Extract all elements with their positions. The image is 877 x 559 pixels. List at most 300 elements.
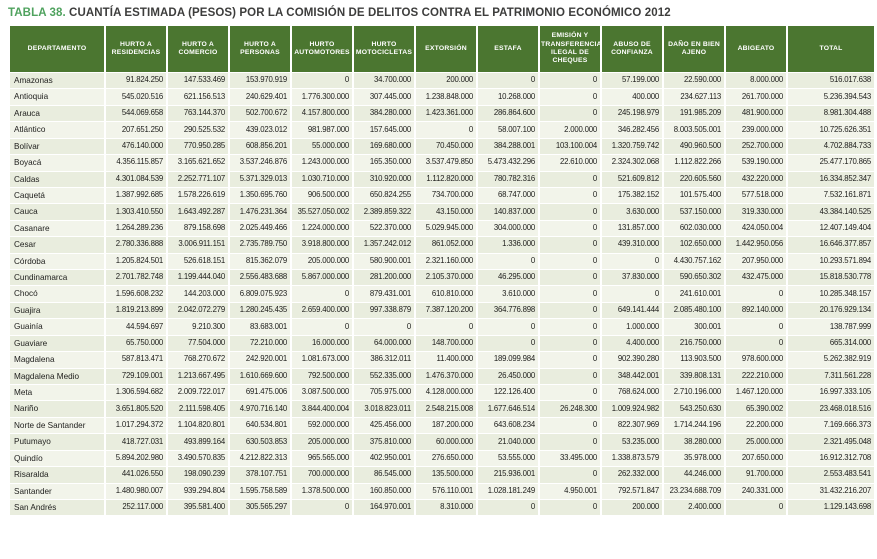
value-cell: 339.808.131 [664,369,724,384]
value-cell: 2.710.196.000 [664,385,724,400]
total-cell: 10.285.348.157 [788,286,874,301]
total-cell: 25.477.170.865 [788,155,874,170]
value-cell: 608.856.201 [230,139,290,154]
value-cell: 91.700.000 [726,467,786,482]
value-cell: 539.190.000 [726,155,786,170]
value-cell: 0 [540,418,600,433]
value-cell: 261.700.000 [726,89,786,104]
value-cell: 35.527.050.002 [292,204,352,219]
value-cell: 4.430.757.162 [664,254,724,269]
value-cell: 0 [540,270,600,285]
value-cell: 1.476.231.364 [230,204,290,219]
value-cell: 205.000.000 [292,434,352,449]
value-cell: 906.500.000 [292,188,352,203]
value-cell: 892.140.000 [726,303,786,318]
value-cell: 165.350.000 [354,155,414,170]
value-cell: 780.782.316 [478,172,538,187]
value-cell: 543.250.630 [664,401,724,416]
value-cell: 4.356.115.857 [106,155,166,170]
value-cell: 4.400.000 [602,336,662,351]
value-cell: 122.126.400 [478,385,538,400]
value-cell: 102.650.000 [664,237,724,252]
value-cell: 1.112.820.000 [416,172,476,187]
value-cell: 240.331.000 [726,484,786,499]
value-cell: 3.610.000 [478,286,538,301]
table-body [10,73,874,515]
value-cell: 0 [478,500,538,515]
value-cell: 0 [602,286,662,301]
value-cell: 1.238.848.000 [416,89,476,104]
value-cell: 552.335.000 [354,369,414,384]
total-cell: 10.293.571.894 [788,254,874,269]
value-cell: 216.750.000 [664,336,724,351]
value-cell: 770.950.285 [168,139,228,154]
value-cell: 2.252.771.107 [168,172,228,187]
table-number-label: TABLA 38. [8,7,66,19]
value-cell: 148.700.000 [416,336,476,351]
department-cell: Caldas [10,172,104,187]
value-cell: 290.525.532 [168,122,228,137]
value-cell: 705.975.000 [354,385,414,400]
value-cell: 113.903.500 [664,352,724,367]
table-row [10,434,874,449]
value-cell: 307.445.000 [354,89,414,104]
value-cell: 0 [726,336,786,351]
value-cell: 207.650.000 [726,451,786,466]
value-cell: 939.294.804 [168,484,228,499]
value-cell: 1.030.710.000 [292,172,352,187]
value-cell: 0 [540,352,600,367]
value-cell: 53.235.000 [602,434,662,449]
column-header-estafa: ESTAFA [478,26,538,72]
value-cell: 643.608.234 [478,418,538,433]
table-row [10,369,874,384]
value-cell: 1.378.500.000 [292,484,352,499]
value-cell: 587.813.471 [106,352,166,367]
value-cell: 700.000.000 [292,467,352,482]
value-cell: 2.000.000 [540,122,600,137]
value-cell: 3.537.246.876 [230,155,290,170]
value-cell: 768.624.000 [602,385,662,400]
value-cell: 879.431.001 [354,286,414,301]
value-cell: 3.918.800.000 [292,237,352,252]
value-cell: 0 [540,286,600,301]
table-row [10,467,874,482]
value-cell: 3.844.400.004 [292,401,352,416]
value-cell: 189.099.984 [478,352,538,367]
total-cell: 8.981.304.488 [788,106,874,121]
value-cell: 537.150.000 [664,204,724,219]
value-cell: 1.017.294.372 [106,418,166,433]
value-cell: 44.246.000 [664,467,724,482]
table-row [10,237,874,252]
value-cell: 305.565.297 [230,500,290,515]
column-header-hurto-automotores: HURTO AUTOMOTORES [292,26,352,72]
value-cell: 2.321.160.000 [416,254,476,269]
value-cell: 4.128.000.000 [416,385,476,400]
table-row [10,303,874,318]
value-cell: 9.210.300 [168,319,228,334]
table-row [10,319,874,334]
table-row [10,73,874,88]
value-cell: 1.442.950.056 [726,237,786,252]
value-cell: 378.107.751 [230,467,290,482]
value-cell: 439.310.000 [602,237,662,252]
value-cell: 1.819.213.899 [106,303,166,318]
department-cell: Cundinamarca [10,270,104,285]
value-cell: 68.747.000 [478,188,538,203]
total-cell: 43.384.140.525 [788,204,874,219]
value-cell: 281.200.000 [354,270,414,285]
value-cell: 522.370.000 [354,221,414,236]
value-cell: 630.503.853 [230,434,290,449]
value-cell: 902.390.280 [602,352,662,367]
department-cell: Norte de Santander [10,418,104,433]
column-header-hurto-motocicletas: HURTO MOTOCICLETAS [354,26,414,72]
value-cell: 490.960.500 [664,139,724,154]
value-cell: 822.307.969 [602,418,662,433]
value-cell: 1.596.608.232 [106,286,166,301]
value-cell: 0 [354,319,414,334]
column-header-dano-bien-ajeno: DAÑO EN BIEN AJENO [664,26,724,72]
value-cell: 319.330.000 [726,204,786,219]
value-cell: 424.050.004 [726,221,786,236]
value-cell: 83.683.001 [230,319,290,334]
value-cell: 978.600.000 [726,352,786,367]
value-cell: 286.864.600 [478,106,538,121]
total-cell: 7.169.666.373 [788,418,874,433]
value-cell: 432.475.000 [726,270,786,285]
value-cell: 602.030.000 [664,221,724,236]
value-cell: 8.310.000 [416,500,476,515]
department-cell: Magdalena [10,352,104,367]
value-cell: 55.000.000 [292,139,352,154]
value-cell: 0 [292,500,352,515]
value-cell: 65.750.000 [106,336,166,351]
value-cell: 3.087.500.000 [292,385,352,400]
value-cell: 792.500.000 [292,369,352,384]
value-cell: 101.575.400 [664,188,724,203]
table-title-text: CUANTÍA ESTIMADA (PESOS) POR LA COMISIÓN DE DELITOS CONTRA EL PATRIMONIO ECONÓMICO 2012 [65,7,671,19]
total-cell: 138.787.999 [788,319,874,334]
value-cell: 1.306.594.682 [106,385,166,400]
value-cell: 252.117.000 [106,500,166,515]
value-cell: 43.150.000 [416,204,476,219]
table-row [10,221,874,236]
table-row [10,401,874,416]
value-cell: 4.950.001 [540,484,600,499]
value-cell: 33.495.000 [540,451,600,466]
value-cell: 0 [540,106,600,121]
value-cell: 91.824.250 [106,73,166,88]
value-cell: 0 [540,467,600,482]
value-cell: 610.810.000 [416,286,476,301]
value-cell: 10.268.000 [478,89,538,104]
value-cell: 2.009.722.017 [168,385,228,400]
value-cell: 2.701.782.748 [106,270,166,285]
value-cell: 25.000.000 [726,434,786,449]
department-cell: Bolívar [10,139,104,154]
department-cell: Putumayo [10,434,104,449]
table-row [10,155,874,170]
value-cell: 0 [478,73,538,88]
value-cell: 140.837.000 [478,204,538,219]
value-cell: 26.450.000 [478,369,538,384]
department-cell: Nariño [10,401,104,416]
value-cell: 1.028.181.249 [478,484,538,499]
table-row [10,451,874,466]
value-cell: 0 [540,434,600,449]
value-cell: 276.650.000 [416,451,476,466]
value-cell: 2.400.000 [664,500,724,515]
value-cell: 521.609.812 [602,172,662,187]
value-cell: 2.780.336.888 [106,237,166,252]
value-cell: 0 [416,319,476,334]
value-cell: 300.001 [664,319,724,334]
value-cell: 58.007.100 [478,122,538,137]
value-cell: 5.473.432.296 [478,155,538,170]
department-cell: Guainía [10,319,104,334]
value-cell: 879.158.698 [168,221,228,236]
value-cell: 590.650.302 [664,270,724,285]
value-cell: 0 [540,89,600,104]
value-cell: 205.000.000 [292,254,352,269]
department-cell: Casanare [10,221,104,236]
value-cell: 346.282.456 [602,122,662,137]
value-cell: 1.714.244.196 [664,418,724,433]
value-cell: 364.776.898 [478,303,538,318]
value-cell: 3.651.805.520 [106,401,166,416]
value-cell: 384.288.001 [478,139,538,154]
value-cell: 16.000.000 [292,336,352,351]
department-cell: Caquetá [10,188,104,203]
value-cell: 160.850.000 [354,484,414,499]
total-cell: 16.997.333.105 [788,385,874,400]
value-cell: 0 [540,385,600,400]
value-cell: 37.830.000 [602,270,662,285]
department-cell: Quindío [10,451,104,466]
data-table [8,25,876,516]
value-cell: 70.450.000 [416,139,476,154]
value-cell: 157.645.000 [354,122,414,137]
value-cell: 2.556.483.688 [230,270,290,285]
value-cell: 22.610.000 [540,155,600,170]
value-cell: 242.920.001 [230,352,290,367]
value-cell: 348.442.001 [602,369,662,384]
header-row [10,26,874,72]
total-cell: 7.311.561.228 [788,369,874,384]
value-cell: 1.610.669.600 [230,369,290,384]
total-cell: 516.017.638 [788,73,874,88]
value-cell: 0 [540,237,600,252]
value-cell: 481.900.000 [726,106,786,121]
value-cell: 1.224.000.000 [292,221,352,236]
value-cell: 0 [540,500,600,515]
value-cell: 0 [540,319,600,334]
value-cell: 1.467.120.000 [726,385,786,400]
table-header [10,26,874,72]
value-cell: 0 [540,73,600,88]
value-cell: 3.006.911.151 [168,237,228,252]
value-cell: 2.085.480.100 [664,303,724,318]
total-cell: 31.432.216.207 [788,484,874,499]
value-cell: 526.618.151 [168,254,228,269]
value-cell: 0 [540,221,600,236]
value-cell: 11.400.000 [416,352,476,367]
table-row [10,270,874,285]
total-cell: 12.407.149.404 [788,221,874,236]
value-cell: 26.248.300 [540,401,600,416]
total-cell: 5.236.394.543 [788,89,874,104]
value-cell: 53.555.000 [478,451,538,466]
value-cell: 35.978.000 [664,451,724,466]
value-cell: 187.200.000 [416,418,476,433]
value-cell: 815.362.079 [230,254,290,269]
value-cell: 2.105.370.000 [416,270,476,285]
value-cell: 0 [726,319,786,334]
column-header-hurto-comercio: HURTO A COMERCIO [168,26,228,72]
value-cell: 0 [540,254,600,269]
table-row [10,385,874,400]
value-cell: 3.630.000 [602,204,662,219]
value-cell: 768.270.672 [168,352,228,367]
value-cell: 3.018.823.011 [354,401,414,416]
value-cell: 1.112.822.266 [664,155,724,170]
department-cell: Santander [10,484,104,499]
total-cell: 10.725.626.351 [788,122,874,137]
value-cell: 1.303.410.550 [106,204,166,219]
value-cell: 395.581.400 [168,500,228,515]
value-cell: 5.029.945.000 [416,221,476,236]
table-row [10,139,874,154]
value-cell: 432.220.000 [726,172,786,187]
value-cell: 22.590.000 [664,73,724,88]
value-cell: 0 [478,336,538,351]
value-cell: 1.320.759.742 [602,139,662,154]
value-cell: 5.867.000.000 [292,270,352,285]
total-cell: 16.646.377.857 [788,237,874,252]
value-cell: 544.069.658 [106,106,166,121]
value-cell: 621.156.513 [168,89,228,104]
value-cell: 57.199.000 [602,73,662,88]
value-cell: 1.000.000 [602,319,662,334]
value-cell: 1.350.695.760 [230,188,290,203]
table-row [10,254,874,269]
department-cell: Atlántico [10,122,104,137]
column-header-total: TOTAL [788,26,874,72]
department-cell: Amazonas [10,73,104,88]
value-cell: 153.970.919 [230,73,290,88]
value-cell: 65.390.002 [726,401,786,416]
value-cell: 425.456.000 [354,418,414,433]
total-cell: 16.912.312.708 [788,451,874,466]
value-cell: 580.900.001 [354,254,414,269]
value-cell: 0 [726,500,786,515]
value-cell: 1.595.758.589 [230,484,290,499]
value-cell: 476.140.000 [106,139,166,154]
value-cell: 0 [292,286,352,301]
value-cell: 304.000.000 [478,221,538,236]
value-cell: 1.480.980.007 [106,484,166,499]
value-cell: 439.023.012 [230,122,290,137]
table-row [10,500,874,515]
table-row [10,286,874,301]
value-cell: 198.090.239 [168,467,228,482]
value-cell: 0 [540,188,600,203]
value-cell: 650.824.255 [354,188,414,203]
value-cell: 23.234.688.709 [664,484,724,499]
department-cell: Antioquia [10,89,104,104]
department-cell: Boyacá [10,155,104,170]
value-cell: 1.476.370.000 [416,369,476,384]
table-row [10,172,874,187]
table-row [10,352,874,367]
value-cell: 576.110.001 [416,484,476,499]
department-cell: Meta [10,385,104,400]
value-cell: 215.936.001 [478,467,538,482]
value-cell: 220.605.560 [664,172,724,187]
table-row [10,336,874,351]
value-cell: 86.545.000 [354,467,414,482]
value-cell: 0 [478,319,538,334]
value-cell: 60.000.000 [416,434,476,449]
department-cell: Chocó [10,286,104,301]
value-cell: 384.280.000 [354,106,414,121]
table-row [10,89,874,104]
department-cell: Cauca [10,204,104,219]
value-cell: 763.144.370 [168,106,228,121]
column-header-abigeato: ABIGEATO [726,26,786,72]
value-cell: 3.490.570.835 [168,451,228,466]
value-cell: 191.985.209 [664,106,724,121]
page-title [8,7,870,19]
value-cell: 164.970.001 [354,500,414,515]
value-cell: 46.295.000 [478,270,538,285]
total-cell: 20.176.929.134 [788,303,874,318]
column-header-hurto-personas: HURTO A PERSONAS [230,26,290,72]
value-cell: 175.382.152 [602,188,662,203]
department-cell: Arauca [10,106,104,121]
value-cell: 252.700.000 [726,139,786,154]
value-cell: 965.565.000 [292,451,352,466]
value-cell: 1.643.492.287 [168,204,228,219]
value-cell: 592.000.000 [292,418,352,433]
value-cell: 262.332.000 [602,467,662,482]
column-header-abuso-confianza: ABUSO DE CONFIANZA [602,26,662,72]
value-cell: 545.020.516 [106,89,166,104]
table-row [10,106,874,121]
value-cell: 418.727.031 [106,434,166,449]
value-cell: 44.594.697 [106,319,166,334]
value-cell: 234.627.113 [664,89,724,104]
value-cell: 0 [292,319,352,334]
department-cell: San Andrés [10,500,104,515]
value-cell: 2.042.072.279 [168,303,228,318]
total-cell: 23.468.018.516 [788,401,874,416]
value-cell: 131.857.000 [602,221,662,236]
column-header-departamento: DEPARTAMENTO [10,26,104,72]
value-cell: 402.950.001 [354,451,414,466]
value-cell: 1.423.361.000 [416,106,476,121]
value-cell: 8.000.000 [726,73,786,88]
total-cell: 1.129.143.698 [788,500,874,515]
value-cell: 310.920.000 [354,172,414,187]
column-header-cheques: EMISIÓN Y TRANSFERENCIA ILEGAL DE CHEQUES [540,26,600,72]
value-cell: 981.987.000 [292,122,352,137]
value-cell: 400.000 [602,89,662,104]
table-row [10,188,874,203]
value-cell: 72.210.000 [230,336,290,351]
